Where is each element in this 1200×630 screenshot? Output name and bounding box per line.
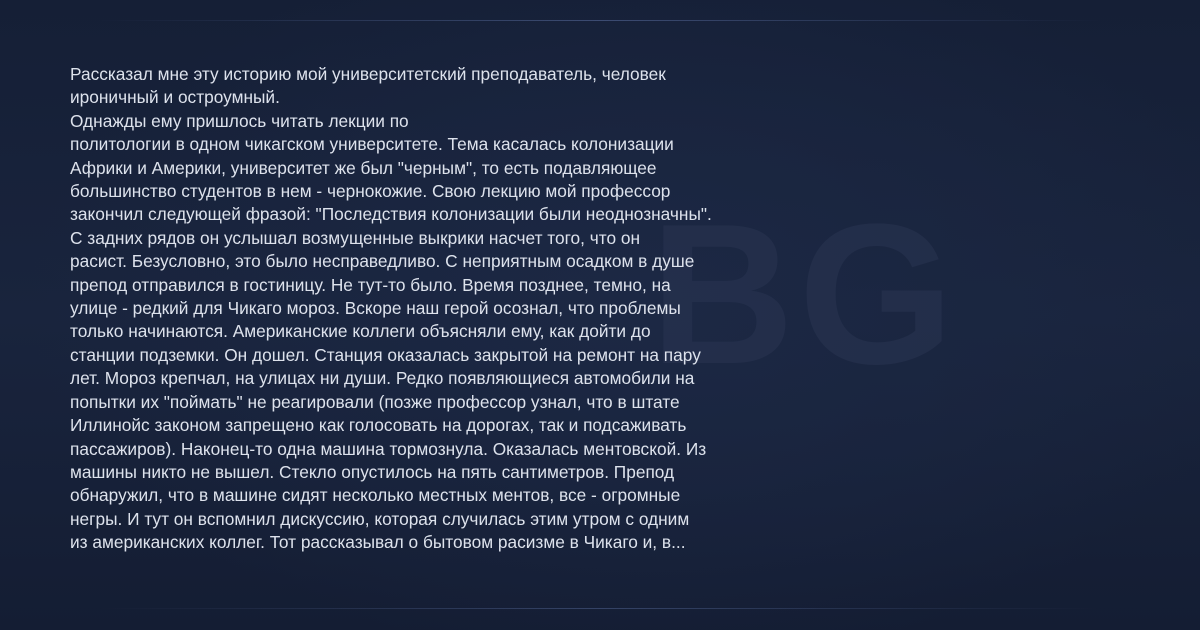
story-line: из американских коллег. Тот рассказывал о бытовом расизме в Чикаго и, в...: [70, 532, 686, 553]
story-text: [70, 63, 770, 555]
bottom-divider: [100, 608, 1100, 609]
story-line: попытки их "поймать" не реагировали (позже профессор узнал, что в штате: [70, 391, 680, 412]
watermark-logo: BG: [650, 183, 958, 406]
story-line: политологии в одном чикагском университете. Тема касалась колонизации: [70, 134, 674, 155]
top-divider: [100, 20, 1100, 21]
story-line: машины никто не вышел. Стекло опустилось на пять сантиметров. Препод: [70, 461, 675, 482]
story-line: закончил следующей фразой: "Последствия колонизации были неоднозначны".: [70, 204, 712, 225]
story-line: пассажиров). Наконец-то одна машина тормознула. Оказалась ментовской. Из: [70, 438, 707, 459]
story-line: обнаружил, что в машине сидят несколько местных ментов, все - огромные: [70, 485, 681, 506]
story-line: Однажды ему пришлось читать лекции по: [70, 110, 409, 131]
story-line: станции подземки. Он дошел. Станция оказалась закрытой на ремонт на пару: [70, 344, 701, 365]
story-line: препод отправился в гостиницу. Не тут-то было. Время позднее, темно, на: [70, 274, 671, 295]
story-line: большинство студентов в нем - чернокожие. Свою лекцию мой профессор: [70, 181, 671, 202]
story-line: ироничный и остроумный.: [70, 87, 280, 108]
story-line: улице - редкий для Чикаго мороз. Вскоре наш герой осознал, что проблемы: [70, 298, 681, 319]
story-line: лет. Мороз крепчал, на улицах ни души. Редко появляющиеся автомобили на: [70, 368, 695, 389]
story-line: расист. Безусловно, это было несправедливо. С неприятным осадком в душе: [70, 251, 695, 272]
story-line: Африки и Америки, университет же был "черным", то есть подавляющее: [70, 157, 657, 178]
story-line: Иллинойс законом запрещено как голосовать на дорогах, так и подсаживать: [70, 415, 687, 436]
story-line: только начинаются. Американские коллеги объясняли ему, как дойти до: [70, 321, 651, 342]
story-line: негры. И тут он вспомнил дискуссию, которая случилась этим утром с одним: [70, 508, 690, 529]
story-line: Рассказал мне эту историю мой университетский преподаватель, человек: [70, 64, 666, 84]
story-line: С задних рядов он услышал возмущенные выкрики насчет того, что он: [70, 227, 641, 248]
